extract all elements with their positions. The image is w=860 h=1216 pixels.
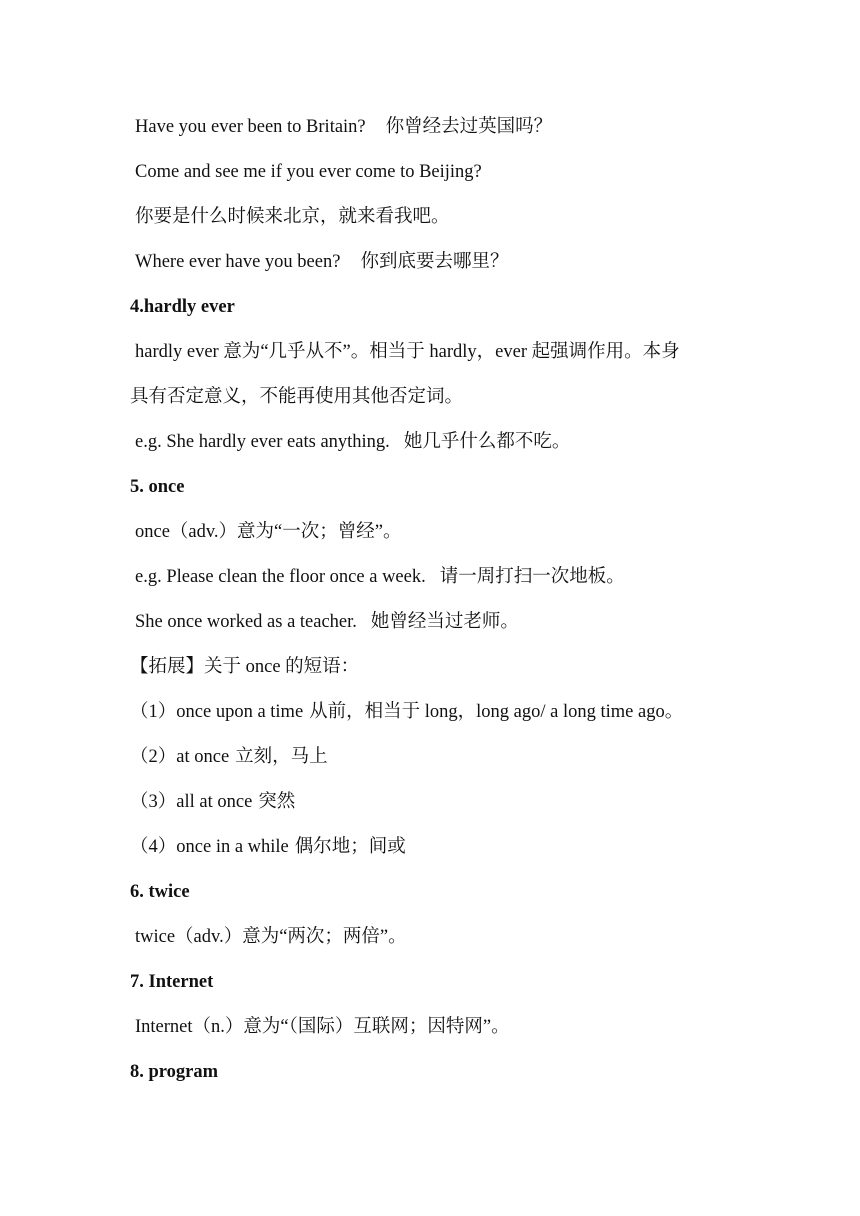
- section-heading-internet: 7. Internet: [130, 972, 214, 992]
- example-english: Where ever have you been?: [135, 252, 341, 272]
- example-chinese: 请一周打扫一次地板。: [439, 567, 625, 587]
- phrase-item: [130, 835, 750, 859]
- phrase-item: [130, 745, 750, 769]
- example-english: e.g. Please clean the floor once a week.: [135, 567, 426, 587]
- phrase-chinese: 从前，相当于 long，long ago/ a long time ago。: [309, 702, 684, 722]
- example-english: e.g. She hardly ever eats anything.: [135, 432, 390, 452]
- section-definition: twice（adv.）意为“两次；两倍”。: [135, 927, 407, 947]
- example-line-clean-floor: [135, 565, 755, 589]
- example-line-where-ever: [135, 250, 755, 274]
- example-english: Have you ever been to Britain?: [135, 117, 366, 137]
- example-chinese: 她曾经当过老师。: [370, 612, 519, 632]
- phrase-chinese: 突然: [258, 792, 296, 812]
- example-line-beijing: [135, 160, 755, 184]
- phrase-chinese: 偶尔地；间或: [294, 837, 406, 857]
- phrase-item: [130, 790, 750, 814]
- phrase-english: all at once: [176, 792, 253, 812]
- example-chinese: 你要是什么时候来北京，就来看我吧。: [135, 207, 450, 227]
- phrase-english: once in a while: [176, 837, 289, 857]
- phrase-number: （2）: [130, 747, 177, 767]
- example-line-beijing-translation: [135, 205, 755, 229]
- section-body-line: hardly ever 意为“几乎从不”。相当于 hardly，ever 起强调作用。本身: [135, 342, 680, 362]
- example-chinese: 她几乎什么都不吃。: [403, 432, 571, 452]
- section-heading-program: 8. program: [130, 1062, 219, 1082]
- example-line-britain: [135, 115, 755, 139]
- section-definition: once（adv.）意为“一次；曾经”。: [135, 522, 402, 542]
- example-line-teacher: [135, 610, 755, 634]
- section-body-line: 具有否定意义，不能再使用其他否定词。: [130, 387, 464, 407]
- example-chinese: 你曾经去过英国吗？: [385, 117, 553, 137]
- phrase-item: [130, 700, 750, 724]
- phrase-english: once upon a time: [176, 702, 304, 722]
- phrase-english: at once: [176, 747, 230, 767]
- example-english: Come and see me if you ever come to Beijing?: [135, 162, 482, 182]
- section-heading-once: 5. once: [130, 477, 185, 497]
- section-heading-hardly-ever: 4.hardly ever: [130, 297, 235, 317]
- extension-title: 【拓展】关于 once 的短语：: [130, 657, 360, 677]
- section-heading-twice: 6. twice: [130, 882, 190, 902]
- section-definition: Internet（n.）意为“（国际）互联网；因特网”。: [135, 1017, 510, 1037]
- phrase-number: （1）: [130, 702, 177, 722]
- example-english: She once worked as a teacher.: [135, 612, 357, 632]
- phrase-chinese: 立刻，马上: [235, 747, 328, 767]
- phrase-number: （4）: [130, 837, 177, 857]
- phrase-number: （3）: [130, 792, 177, 812]
- example-line-hardly-ever: [135, 430, 755, 454]
- example-chinese: 你到底要去哪里？: [360, 252, 509, 272]
